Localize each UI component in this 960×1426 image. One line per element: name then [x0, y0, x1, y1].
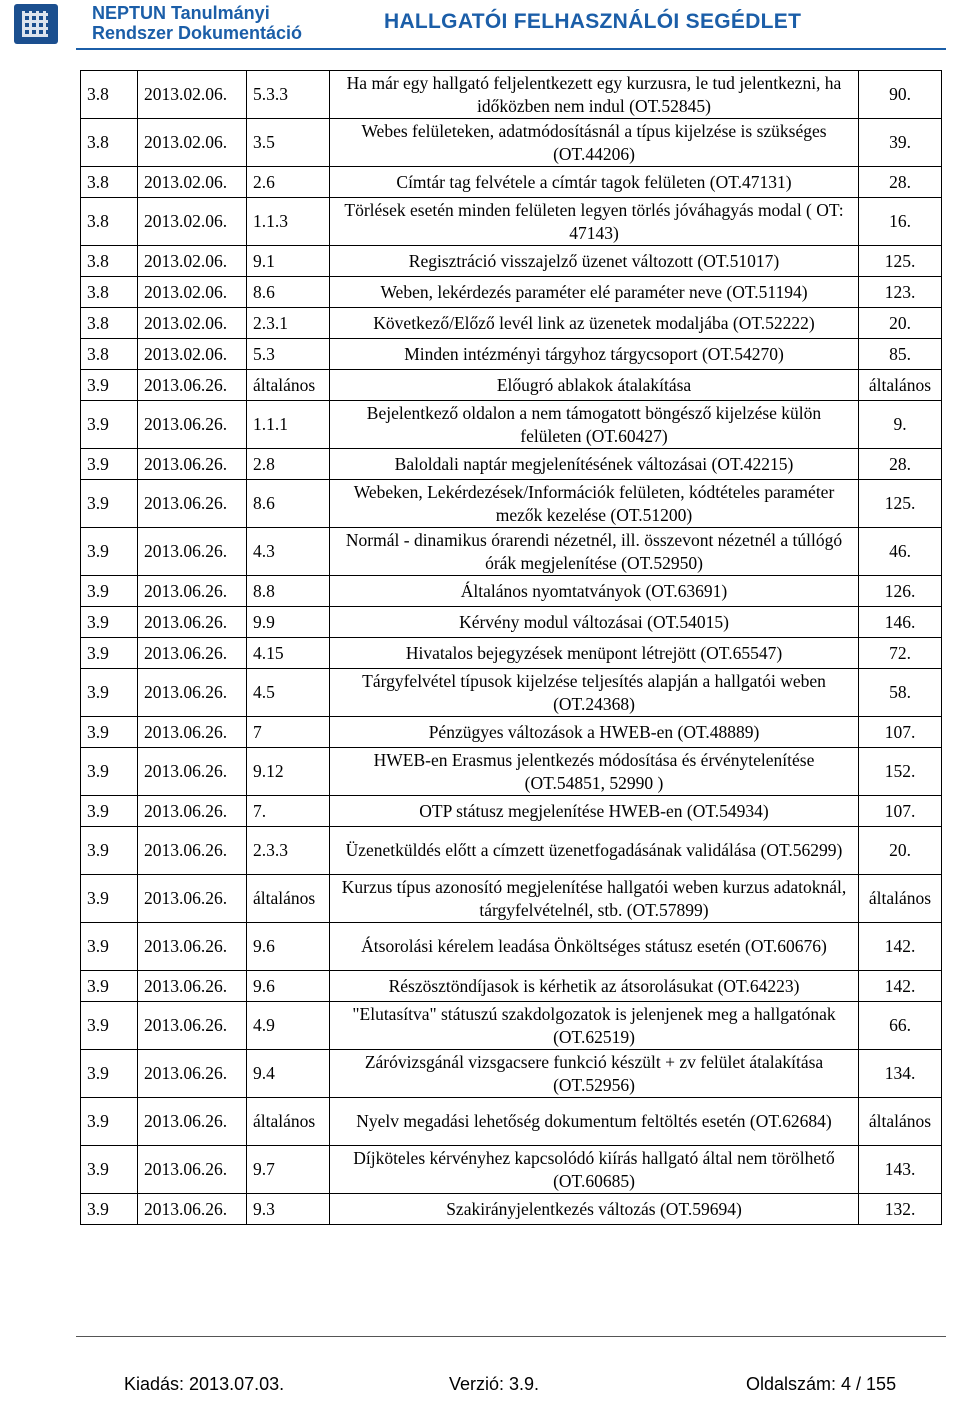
- date-cell: 2013.06.26.: [138, 669, 247, 717]
- version-cell: 3.9: [81, 576, 138, 607]
- date-cell: 2013.06.26.: [138, 576, 247, 607]
- version-cell: 3.9: [81, 796, 138, 827]
- page-cell: 16.: [859, 198, 942, 246]
- version-cell: 3.9: [81, 827, 138, 875]
- brand-line-2: Rendszer Dokumentáció: [92, 23, 303, 43]
- description-cell: Normál - dinamikus órarendi nézetnél, ill. összevont nézetnél a túllógó órák megjelenítése (OT.52950): [330, 528, 859, 576]
- section-cell: 7: [247, 717, 330, 748]
- version-cell: 3.9: [81, 401, 138, 449]
- description-cell: Következő/Előző levél link az üzenetek modaljába (OT.52222): [330, 308, 859, 339]
- version-cell: 3.9: [81, 1146, 138, 1194]
- section-cell: általános: [247, 1098, 330, 1146]
- table-row: [81, 480, 942, 528]
- description-cell: Regisztráció visszajelző üzenet változott (OT.51017): [330, 246, 859, 277]
- date-cell: 2013.06.26.: [138, 607, 247, 638]
- version-cell: 3.9: [81, 923, 138, 971]
- section-cell: 5.3: [247, 339, 330, 370]
- table-row: [81, 638, 942, 669]
- section-cell: 2.3.1: [247, 308, 330, 339]
- table-row: [81, 827, 942, 875]
- date-cell: 2013.06.26.: [138, 370, 247, 401]
- section-cell: 5.3.3: [247, 71, 330, 119]
- page-cell: 58.: [859, 669, 942, 717]
- table-row: [81, 401, 942, 449]
- page-cell: 152.: [859, 748, 942, 796]
- description-cell: Részösztöndíjasok is kérhetik az átsorolásukat (OT.64223): [330, 971, 859, 1002]
- page-cell: 107.: [859, 796, 942, 827]
- section-cell: 4.15: [247, 638, 330, 669]
- description-cell: "Elutasítva" státuszú szakdolgozatok is jelenjenek meg a hallgatónak (OT.62519): [330, 1002, 859, 1050]
- version-cell: 3.8: [81, 119, 138, 167]
- section-cell: 9.6: [247, 971, 330, 1002]
- section-cell: általános: [247, 370, 330, 401]
- neptun-logo-icon: [14, 4, 58, 44]
- table-row: [81, 1194, 942, 1225]
- brand-line-1: NEPTUN Tanulmányi: [92, 3, 270, 23]
- version-cell: 3.8: [81, 308, 138, 339]
- section-cell: 9.4: [247, 1050, 330, 1098]
- table-row: [81, 748, 942, 796]
- table-row: [81, 1098, 942, 1146]
- page-cell: 85.: [859, 339, 942, 370]
- table-row: [81, 71, 942, 119]
- table-row: [81, 370, 942, 401]
- date-cell: 2013.02.06.: [138, 198, 247, 246]
- section-cell: 9.7: [247, 1146, 330, 1194]
- version-cell: 3.8: [81, 277, 138, 308]
- page-cell: 28.: [859, 167, 942, 198]
- page-cell: 132.: [859, 1194, 942, 1225]
- page-cell: 125.: [859, 246, 942, 277]
- description-cell: Üzenetküldés előtt a címzett üzenetfogadásának validálása (OT.56299): [330, 827, 859, 875]
- date-cell: 2013.06.26.: [138, 528, 247, 576]
- section-cell: 4.5: [247, 669, 330, 717]
- version-cell: 3.9: [81, 480, 138, 528]
- description-cell: Minden intézményi tárgyhoz tárgycsoport (OT.54270): [330, 339, 859, 370]
- table-row: [81, 167, 942, 198]
- version-cell: 3.8: [81, 71, 138, 119]
- page-cell: 142.: [859, 971, 942, 1002]
- table-row: [81, 1146, 942, 1194]
- section-cell: 8.8: [247, 576, 330, 607]
- date-cell: 2013.06.26.: [138, 401, 247, 449]
- date-cell: 2013.06.26.: [138, 827, 247, 875]
- page-cell: 134.: [859, 1050, 942, 1098]
- page-cell: 90.: [859, 71, 942, 119]
- description-cell: Szakirányjelentkezés változás (OT.59694): [330, 1194, 859, 1225]
- date-cell: 2013.06.26.: [138, 923, 247, 971]
- page-cell: 20.: [859, 308, 942, 339]
- description-cell: Tárgyfelvétel típusok kijelzése teljesítés alapján a hallgatói weben (OT.24368): [330, 669, 859, 717]
- version-cell: 3.9: [81, 607, 138, 638]
- page-cell: 9.: [859, 401, 942, 449]
- page-cell: általános: [859, 1098, 942, 1146]
- description-cell: Nyelv megadási lehetőség dokumentum feltöltés esetén (OT.62684): [330, 1098, 859, 1146]
- date-cell: 2013.06.26.: [138, 971, 247, 1002]
- description-cell: Webeken, Lekérdezések/Információk felületen, kódtételes paraméter mezők kezelése (OT.51200): [330, 480, 859, 528]
- page-cell: 20.: [859, 827, 942, 875]
- page-cell: 46.: [859, 528, 942, 576]
- page-header: [0, 0, 960, 48]
- date-cell: 2013.06.26.: [138, 480, 247, 528]
- table-row: [81, 449, 942, 480]
- page-cell: 123.: [859, 277, 942, 308]
- description-cell: Hivatalos bejegyzések menüpont létrejött (OT.65547): [330, 638, 859, 669]
- date-cell: 2013.06.26.: [138, 638, 247, 669]
- section-cell: 2.6: [247, 167, 330, 198]
- table-row: [81, 669, 942, 717]
- date-cell: 2013.06.26.: [138, 449, 247, 480]
- date-cell: 2013.02.06.: [138, 246, 247, 277]
- section-cell: 1.1.1: [247, 401, 330, 449]
- section-cell: 2.3.3: [247, 827, 330, 875]
- table-row: [81, 198, 942, 246]
- date-cell: 2013.02.06.: [138, 308, 247, 339]
- page-cell: általános: [859, 370, 942, 401]
- page-cell: 126.: [859, 576, 942, 607]
- version-cell: 3.8: [81, 198, 138, 246]
- header-divider: [76, 48, 946, 50]
- date-cell: 2013.06.26.: [138, 796, 247, 827]
- section-cell: általános: [247, 875, 330, 923]
- section-cell: 8.6: [247, 480, 330, 528]
- document-title: HALLGATÓI FELHASZNÁLÓI SEGÉDLET: [384, 10, 802, 33]
- description-cell: HWEB-en Erasmus jelentkezés módosítása és érvénytelenítése (OT.54851, 52990 ): [330, 748, 859, 796]
- version-cell: 3.9: [81, 370, 138, 401]
- section-cell: 9.3: [247, 1194, 330, 1225]
- version-cell: 3.9: [81, 1194, 138, 1225]
- version-cell: 3.9: [81, 449, 138, 480]
- description-cell: Előugró ablakok átalakítása: [330, 370, 859, 401]
- date-cell: 2013.06.26.: [138, 717, 247, 748]
- date-cell: 2013.06.26.: [138, 1098, 247, 1146]
- date-cell: 2013.02.06.: [138, 119, 247, 167]
- table-row: [81, 875, 942, 923]
- section-cell: 3.5: [247, 119, 330, 167]
- page-cell: 142.: [859, 923, 942, 971]
- footer-version: Verzió: 3.9.: [449, 1374, 540, 1394]
- date-cell: 2013.06.26.: [138, 1050, 247, 1098]
- table-row: [81, 528, 942, 576]
- table-row: [81, 923, 942, 971]
- description-cell: Díjköteles kérvényhez kapcsolódó kiírás hallgató által nem törölhető (OT.60685): [330, 1146, 859, 1194]
- description-cell: Záróvizsgánál vizsgacsere funkció készült + zv felület átalakítása (OT.52956): [330, 1050, 859, 1098]
- table-row: [81, 119, 942, 167]
- page-cell: általános: [859, 875, 942, 923]
- date-cell: 2013.02.06.: [138, 71, 247, 119]
- page-cell: 72.: [859, 638, 942, 669]
- date-cell: 2013.02.06.: [138, 277, 247, 308]
- description-cell: Baloldali naptár megjelenítésének változásai (OT.42215): [330, 449, 859, 480]
- version-cell: 3.9: [81, 717, 138, 748]
- section-cell: 1.1.3: [247, 198, 330, 246]
- footer-page-count: Oldalszám: 4 / 155: [746, 1374, 897, 1394]
- version-cell: 3.9: [81, 669, 138, 717]
- description-cell: Kurzus típus azonosító megjelenítése hallgatói weben kurzus adatoknál, tárgyfelvételnél, stb. (OT.57899): [330, 875, 859, 923]
- section-cell: 9.6: [247, 923, 330, 971]
- change-log-table: [80, 70, 942, 1225]
- version-cell: 3.9: [81, 748, 138, 796]
- version-cell: 3.9: [81, 638, 138, 669]
- table-row: [81, 717, 942, 748]
- page-cell: 146.: [859, 607, 942, 638]
- section-cell: 9.12: [247, 748, 330, 796]
- table-row: [81, 308, 942, 339]
- page-cell: 107.: [859, 717, 942, 748]
- brand-block: [92, 3, 302, 43]
- section-cell: 4.9: [247, 1002, 330, 1050]
- page-cell: 39.: [859, 119, 942, 167]
- table-row: [81, 796, 942, 827]
- description-cell: Webes felületeken, adatmódosításnál a típus kijelzése is szükséges (OT.44206): [330, 119, 859, 167]
- version-cell: 3.9: [81, 875, 138, 923]
- date-cell: 2013.06.26.: [138, 875, 247, 923]
- description-cell: OTP státusz megjelenítése HWEB-en (OT.54934): [330, 796, 859, 827]
- footer-divider: [76, 1336, 946, 1337]
- description-cell: Kérvény modul változásai (OT.54015): [330, 607, 859, 638]
- version-cell: 3.9: [81, 1002, 138, 1050]
- table-row: [81, 1050, 942, 1098]
- date-cell: 2013.06.26.: [138, 1194, 247, 1225]
- page-cell: 125.: [859, 480, 942, 528]
- section-cell: 9.9: [247, 607, 330, 638]
- version-cell: 3.9: [81, 971, 138, 1002]
- section-cell: 9.1: [247, 246, 330, 277]
- table-row: [81, 576, 942, 607]
- section-cell: 8.6: [247, 277, 330, 308]
- section-cell: 7.: [247, 796, 330, 827]
- version-cell: 3.8: [81, 167, 138, 198]
- table-row: [81, 971, 942, 1002]
- version-cell: 3.9: [81, 1050, 138, 1098]
- description-cell: Pénzügyes változások a HWEB-en (OT.48889): [330, 717, 859, 748]
- table-row: [81, 1002, 942, 1050]
- date-cell: 2013.06.26.: [138, 1002, 247, 1050]
- section-cell: 2.8: [247, 449, 330, 480]
- version-cell: 3.8: [81, 246, 138, 277]
- page-cell: 143.: [859, 1146, 942, 1194]
- date-cell: 2013.06.26.: [138, 748, 247, 796]
- table-row: [81, 607, 942, 638]
- table-row: [81, 277, 942, 308]
- description-cell: Átsorolási kérelem leadása Önköltséges státusz esetén (OT.60676): [330, 923, 859, 971]
- table-row: [81, 246, 942, 277]
- description-cell: Bejelentkező oldalon a nem támogatott böngésző kijelzése külön felületen (OT.60427): [330, 401, 859, 449]
- page-cell: 66.: [859, 1002, 942, 1050]
- date-cell: 2013.02.06.: [138, 339, 247, 370]
- description-cell: Törlések esetén minden felületen legyen törlés jóváhagyás modal ( OT: 47143): [330, 198, 859, 246]
- date-cell: 2013.06.26.: [138, 1146, 247, 1194]
- page-cell: 28.: [859, 449, 942, 480]
- table-row: [81, 339, 942, 370]
- date-cell: 2013.02.06.: [138, 167, 247, 198]
- description-cell: Általános nyomtatványok (OT.63691): [330, 576, 859, 607]
- version-cell: 3.8: [81, 339, 138, 370]
- description-cell: Címtár tag felvétele a címtár tagok felületen (OT.47131): [330, 167, 859, 198]
- description-cell: Ha már egy hallgató feljelentkezett egy kurzusra, le tud jelentkezni, ha időközben nem indul (OT.52845): [330, 71, 859, 119]
- description-cell: Weben, lekérdezés paraméter elé paraméter neve (OT.51194): [330, 277, 859, 308]
- version-cell: 3.9: [81, 1098, 138, 1146]
- section-cell: 4.3: [247, 528, 330, 576]
- version-cell: 3.9: [81, 528, 138, 576]
- footer-edition: Kiadás: 2013.07.03.: [124, 1374, 285, 1394]
